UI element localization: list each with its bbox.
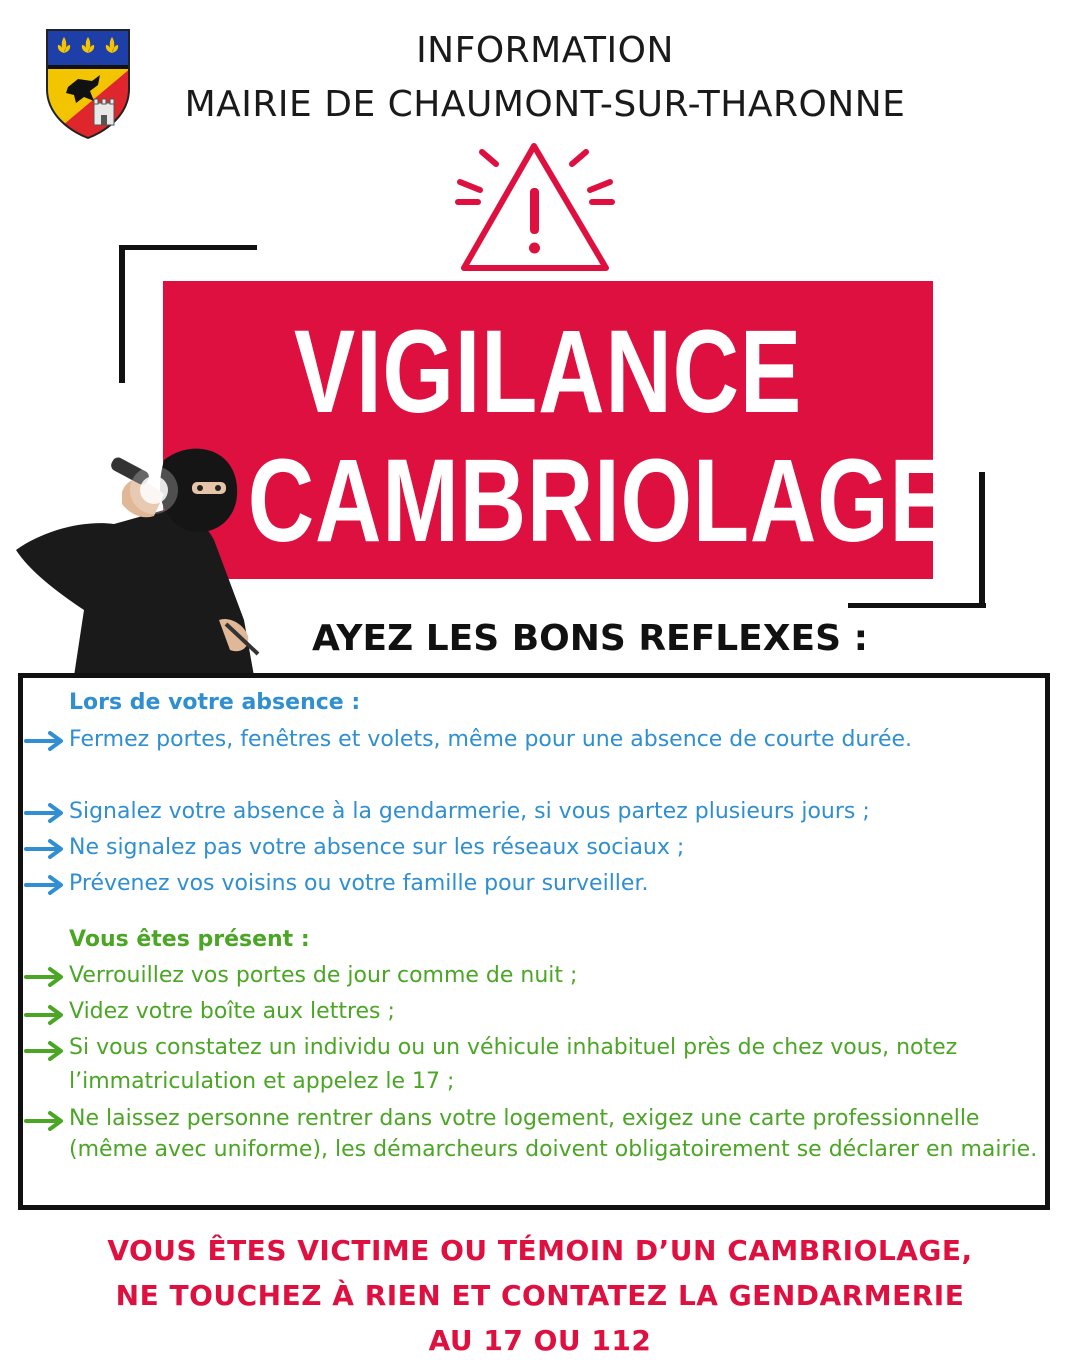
present-item: Verrouillez vos portes de jour comme de nuit ; <box>69 963 578 988</box>
corner-bracket-top-v <box>119 245 125 383</box>
arrow-right-icon <box>24 874 66 896</box>
arrow-right-icon <box>24 1040 66 1062</box>
header-information: INFORMATION <box>416 30 674 71</box>
reflexes-heading: AYEZ LES BONS REFLEXES : <box>312 618 868 659</box>
corner-bracket-top-h <box>119 245 257 250</box>
coat-of-arms-icon <box>44 27 132 141</box>
arrow-right-icon <box>24 838 66 860</box>
arrow-right-icon <box>24 730 66 752</box>
footer-line1: VOUS ÊTES VICTIME OU TÉMOIN D’UN CAMBRIOLAGE, <box>107 1234 973 1267</box>
header-mairie: MAIRIE DE CHAUMONT-SUR-THARONNE <box>184 84 906 125</box>
absence-item: Fermez portes, fenêtres et volets, même pour une absence de courte durée. <box>69 727 913 752</box>
warning-triangle-icon <box>452 140 622 280</box>
present-item: Videz votre boîte aux lettres ; <box>69 999 395 1024</box>
absence-item: Signalez votre absence à la gendarmerie, si vous partez plusieurs jours ; <box>69 799 870 824</box>
burglar-illustration <box>14 440 264 676</box>
footer-line3: AU 17 OU 112 <box>428 1324 652 1357</box>
banner-title-line1: VIGILANCE <box>293 306 803 438</box>
present-item: Ne laissez personne rentrer dans votre logement, exigez une carte professionnelle (même avec uniforme), les démarcheurs doivent obligatoirement se déclarer en mairie. <box>69 1106 1038 1162</box>
arrow-right-icon <box>24 1004 66 1026</box>
present-heading: Vous êtes présent : <box>69 927 310 952</box>
footer-line2: NE TOUCHEZ À RIEN ET CONTATEZ LA GENDARMERIE <box>115 1279 965 1312</box>
arrow-right-icon <box>24 1110 66 1132</box>
corner-bracket-bottom-v <box>979 472 985 608</box>
corner-bracket-bottom-h <box>848 603 986 608</box>
absence-item: Ne signalez pas votre absence sur les réseaux sociaux ; <box>69 835 685 860</box>
arrow-right-icon <box>24 966 66 988</box>
arrow-right-icon <box>24 802 66 824</box>
present-item: Si vous constatez un individu ou un véhicule inhabituel près de chez vous, notez l’immatriculation et appelez le 17 ; <box>69 1035 958 1094</box>
footer-warning <box>40 1228 1040 1363</box>
banner-title-line2: CAMBRIOLAGE <box>247 435 952 567</box>
absence-item: Prévenez vos voisins ou votre famille pour surveiller. <box>69 871 649 896</box>
absence-heading: Lors de votre absence : <box>69 690 361 715</box>
